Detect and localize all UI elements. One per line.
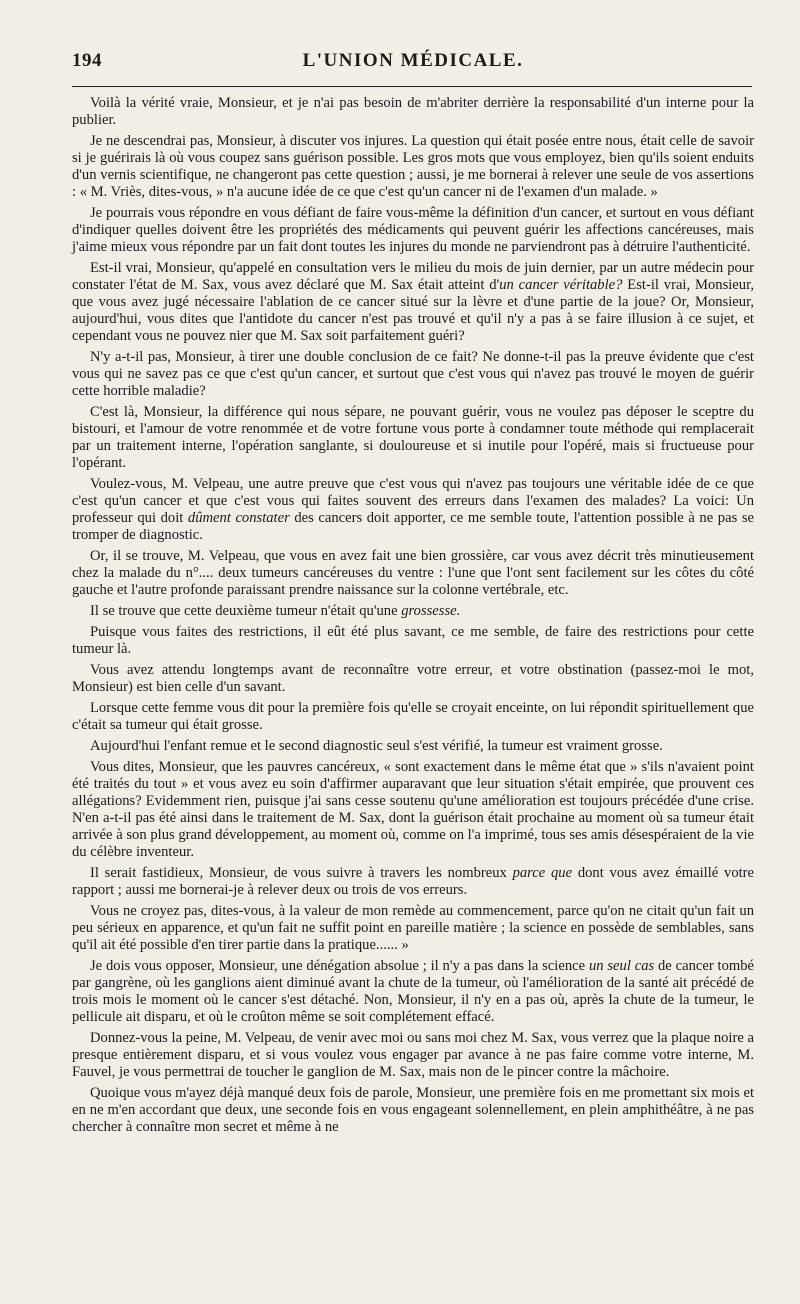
header-rule bbox=[72, 86, 752, 87]
paragraph: Vous dites, Monsieur, que les pauvres cancéreux, « sont exactement dans le même état que » s'ils n'avaient point été traités du tout » et vous avez eu soin d'affirmer auparavant que leur situation s'était empirée, que prouvent ces allégations? Evidemment rien, puisque j'ai sans cesse soutenu qu'une amélioration est toujours précédée d'une crise. N'en a-t-il pas été ainsi dans le traitement de M. Sax, dont la guérison était prochaine au moment où sa tumeur était arrivée à son plus grand développement, au moment où, comme on l'a imprimé, tous ses amis désespéraient de la vie du célèbre inventeur. bbox=[72, 759, 754, 861]
paragraph: Lorsque cette femme vous dit pour la première fois qu'elle se croyait enceinte, on lui répondit spirituellement que c'était sa tumeur qui était grosse. bbox=[72, 700, 754, 734]
paragraph: C'est là, Monsieur, la différence qui nous sépare, ne pouvant guérir, vous ne voulez pas déposer le sceptre du bistouri, et l'amour de votre renommée et de votre fortune vous porte à condamner toute méthode qui remplacerait par un traitement interne, l'opération sanglante, si douloureuse et si inutile pour l'opéré, mais si fructueuse pour l'opérant. bbox=[72, 403, 754, 471]
paragraph bbox=[72, 476, 754, 544]
text-run: Je dois vous opposer, Monsieur, une dénégation absolue ; il n'y a pas dans la science bbox=[90, 958, 589, 975]
paragraph bbox=[72, 603, 754, 620]
text-run: des cancers doit apporter, ce me semble toute, l'attention possible à ne pas se tromper de diagnostic. bbox=[72, 509, 754, 543]
emphasis: dûment constater bbox=[187, 509, 290, 526]
page-header bbox=[72, 46, 754, 76]
paragraph: Voilà la vérité vraie, Monsieur, et je n'ai pas besoin de m'abriter derrière la responsabilité d'un interne pour la publier. bbox=[72, 95, 754, 128]
emphasis: un cancer véritable? bbox=[499, 276, 623, 293]
paragraph: Donnez-vous la peine, M. Velpeau, de venir avec moi ou sans moi chez M. Sax, vous verrez que la plaque noire a presque entièrement disparu, et si vous voulez vous engager par avance à ne pas faire comme votre interne, M. Fauvel, je vous permettrai de toucher le ganglion de M. Sax, mais non de le pincer contre la mâchoire. bbox=[72, 1030, 754, 1081]
text-run: Voulez-vous, M. Velpeau, une autre preuve que c'est vous qui n'avez pas toujours une véritable idée de ce que c'est qu'un cancer et que c'est vous qui faites souvent des erreurs dans l'examen des malades? La voici: Un professeur qui doit bbox=[72, 475, 754, 526]
paragraph bbox=[72, 260, 754, 345]
paragraph: Aujourd'hui l'enfant remue et le second diagnostic seul s'est vérifié, la tumeur est vraiment grosse. bbox=[90, 738, 663, 755]
emphasis: un seul cas bbox=[588, 958, 655, 975]
text-run: Il se trouve que cette deuxième tumeur n'était qu'une bbox=[90, 602, 402, 619]
page-number: 194 bbox=[72, 50, 102, 71]
paragraph: Quoique vous m'ayez déjà manqué deux fois de parole, Monsieur, une première fois en me promettant six mois et en ne m'en accordant que deux, une seconde fois en vous engageant solennellement, en plein amphithéâtre, à ne pas chercher à connaître mon secret et même à ne bbox=[72, 1085, 754, 1136]
emphasis: parce que bbox=[512, 865, 573, 882]
text-run: Il serait fastidieux, Monsieur, de vous suivre à travers les nombreux bbox=[90, 865, 513, 882]
paragraph: Puisque vous faites des restrictions, il eût été plus savant, ce me semble, de faire des restrictions pour cette tumeur là. bbox=[72, 623, 754, 657]
text-run: Est-il vrai, Monsieur, qu'appelé en consultation vers le milieu du mois de juin dernier, par un autre médecin pour constater l'état de M. Sax, vous avez déclaré que M. Sax était atteint d' bbox=[72, 260, 754, 293]
text-run: Est-il vrai, Monsieur, que vous avez jugé nécessaire l'ablation de ce cancer situé sur la lèvre et d'une partie de la joue? Or, Monsieur, aujourd'hui, vous dites que l'antidote du cancer n'est pas trouvé et qu'il n'y a pas à se faire illusion à ce sujet, et cependant vous ne pouvez nier que M. Sax soit parfaitement guéri? bbox=[72, 276, 755, 344]
emphasis: grossesse. bbox=[401, 602, 461, 619]
text-run: de cancer tombé par gangrène, où les ganglions aient diminué avant la chute de la tumeur, où l'amélioration de la santé ait précédé de trois mois le moment où le cancer s'est détaché. Non, Monsieur, il n'y en a pas où, après la chute de la tumeur, le pellicule ait disparu, et où le croûton même se soit complétement effacé. bbox=[72, 958, 754, 1026]
paragraph: Je ne descendrai pas, Monsieur, à discuter vos injures. La question qui était posée entre nous, était celle de savoir si je guérirais là où vous coupez sans guérison possible. Les gros mots que vous employez, bien qu'ils soient enduits d'un vernis scientifique, ne changeront pas cette question ; aussi, je me bornerai à relever une seule de vos assertions : « M. Vriès, dites-vous, » n'a aucune idée de ce que c'est qu'un cancer ni de l'examen d'un malade. » bbox=[72, 133, 754, 200]
article-body bbox=[72, 95, 754, 1136]
paragraph bbox=[72, 865, 754, 899]
paragraph: Vous avez attendu longtemps avant de reconnaître votre erreur, et votre obstination (passez-moi le mot, Monsieur) est bien celle d'un savant. bbox=[72, 662, 754, 695]
text-run: dont vous avez émaillé votre rapport ; aussi me bornerai-je à relever deux ou trois de vos erreurs. bbox=[72, 865, 755, 899]
paragraph: Or, il se trouve, M. Velpeau, que vous en avez fait une bien grossière, car vous avez décrit très minutieusement chez la malade du n°.... deux tumeurs cancéreuses du ventre : l'une que l'ont sent facilement sur les côtes du côté gauche et l'autre profonde paraissant prendre naissance sur la colonne vertébrale, etc. bbox=[72, 547, 754, 598]
paragraph: Je pourrais vous répondre en vous défiant de faire vous-même la définition d'un cancer, et surtout en vous défiant d'indiquer quelles doivent être les propriétés des médicaments qui peuvent guérir les affections cancéreuses, mais j'aime mieux vous répondre par un fait dont toutes les injures du monde ne parviendront pas à détruire l'authenticité. bbox=[72, 205, 754, 255]
paragraph: N'y a-t-il pas, Monsieur, à tirer une double conclusion de ce fait? Ne donne-t-il pas la preuve évidente que c'est vous qui ne savez pas ce que c'est qu'un cancer, et surtout que c'est vous qui n'avez pas trouvé le moyen de guérir cette horrible maladie? bbox=[72, 348, 754, 399]
paragraph bbox=[72, 958, 754, 1026]
running-title: L'UNION MÉDICALE. bbox=[302, 50, 524, 71]
paragraph: Vous ne croyez pas, dites-vous, à la valeur de mon remède au commencement, parce qu'on ne citait qu'un fait un peu sérieux en apparence, et qu'un fait ne suffit point en pareille matière ; la science en possède de semblables, sans qu'il ait été possible d'en tirer partie dans la pratique...... » bbox=[72, 903, 754, 954]
